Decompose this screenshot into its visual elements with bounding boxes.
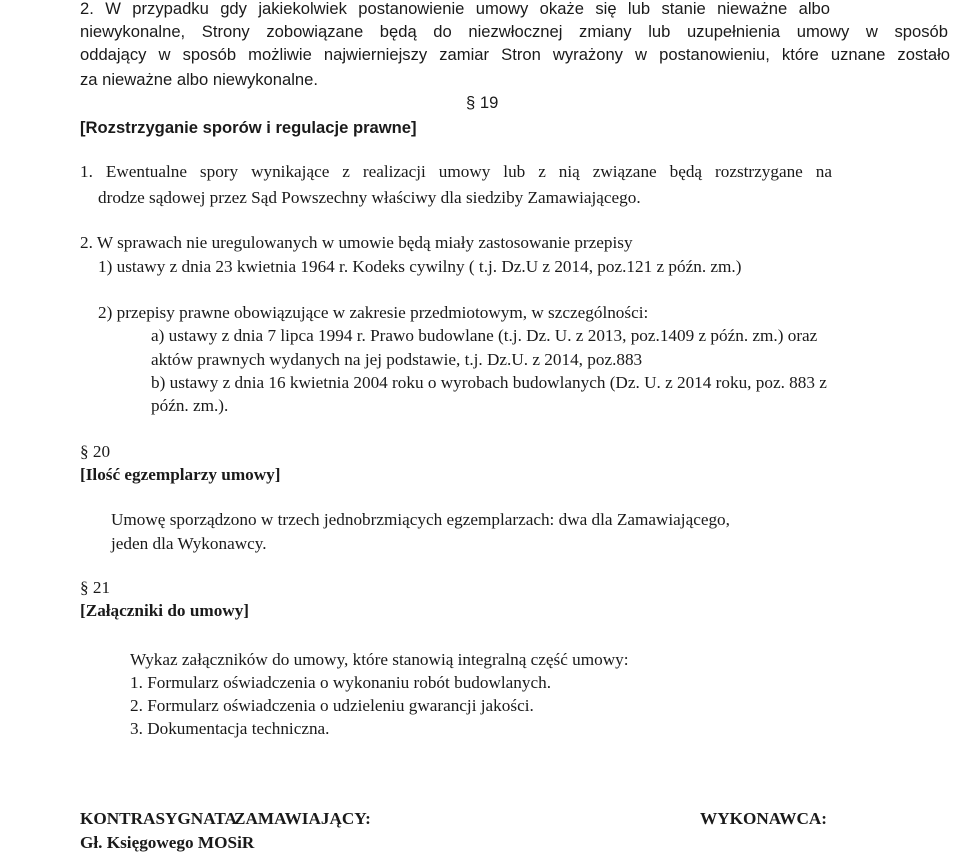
- attachment-item: 3. Dokumentacja techniczna.: [130, 719, 330, 738]
- intro-line-4: za nieważne albo niewykonalne.: [80, 70, 319, 89]
- section-21-title: [Załączniki do umowy]: [80, 601, 250, 620]
- orderer-label: ZAMAWIAJĄCY:: [234, 809, 371, 828]
- section-19-p1-line-2: drodze sądowej przez Sąd Powszechny właściwy dla siedziby Zamawiającego.: [98, 188, 641, 207]
- attachment-item: 1. Formularz oświadczenia o wykonaniu robót budowlanych.: [130, 673, 551, 692]
- section-21-number: § 21: [80, 578, 111, 597]
- section-19-p2-item-2b-line-2: późn. zm.).: [151, 396, 229, 415]
- section-19-title: [Rozstrzyganie sporów i regulacje prawne]: [80, 118, 417, 137]
- section-19-p1-line-1: 1. Ewentualne spory wynikające z realizacji umowy lub z nią związane będą rozstrzygane na: [80, 162, 832, 181]
- section-19-p2-item-2a-line-1: a) ustawy z dnia 7 lipca 1994 r. Prawo budowlane (t.j. Dz. U. z 2013, poz.1409 z późn. zm.) oraz: [151, 326, 818, 345]
- intro-line-3: oddający w sposób możliwie najwierniejszy zamiar Stron wyrażony w postanowieniu, które uznane zostało: [80, 45, 950, 64]
- attachment-item: 2. Formularz oświadczenia o udzieleniu gwarancji jakości.: [130, 696, 534, 715]
- section-19-p2-item-2a-line-2: aktów prawnych wydanych na jej podstawie, t.j. Dz.U. z 2014, poz.883: [151, 350, 643, 369]
- section-19-p2-item-1: 1) ustawy z dnia 23 kwietnia 1964 r. Kodeks cywilny ( t.j. Dz.U z 2014, poz.121 z późn. zm.): [98, 257, 742, 276]
- section-21-intro: Wykaz załączników do umowy, które stanowią integralną część umowy:: [130, 650, 629, 669]
- section-19-p2-item-2b-line-1: b) ustawy z dnia 16 kwietnia 2004 roku o wyrobach budowlanych (Dz. U. z 2014 roku, poz. 883 z: [151, 373, 827, 392]
- section-19-p2-item-2: 2) przepisy prawne obowiązujące w zakresie przedmiotowym, w szczególności:: [98, 303, 649, 322]
- countersign-role: Gł. Księgowego MOSiR: [80, 833, 255, 852]
- section-20-number: § 20: [80, 442, 111, 461]
- section-20-text-line-2: jeden dla Wykonawcy.: [111, 534, 267, 553]
- section-20-title: [Ilość egzemplarzy umowy]: [80, 465, 281, 484]
- section-19-number: § 19: [466, 93, 499, 112]
- intro-line-2: niewykonalne, Strony zobowiązane będą do niezwłocznej zmiany lub uzupełnienia umowy w sposób: [80, 22, 948, 41]
- countersign-label: KONTRASYGNATA: [80, 809, 237, 828]
- section-19-p2-line-1: 2. W sprawach nie uregulowanych w umowie będą miały zastosowanie przepisy: [80, 233, 633, 252]
- intro-line-1: 2. W przypadku gdy jakiekolwiek postanowienie umowy okaże się lub stanie nieważne albo: [80, 0, 830, 18]
- contractor-label: WYKONAWCA:: [700, 809, 827, 828]
- section-20-text-line-1: Umowę sporządzono w trzech jednobrzmiących egzemplarzach: dwa dla Zamawiającego,: [111, 510, 730, 529]
